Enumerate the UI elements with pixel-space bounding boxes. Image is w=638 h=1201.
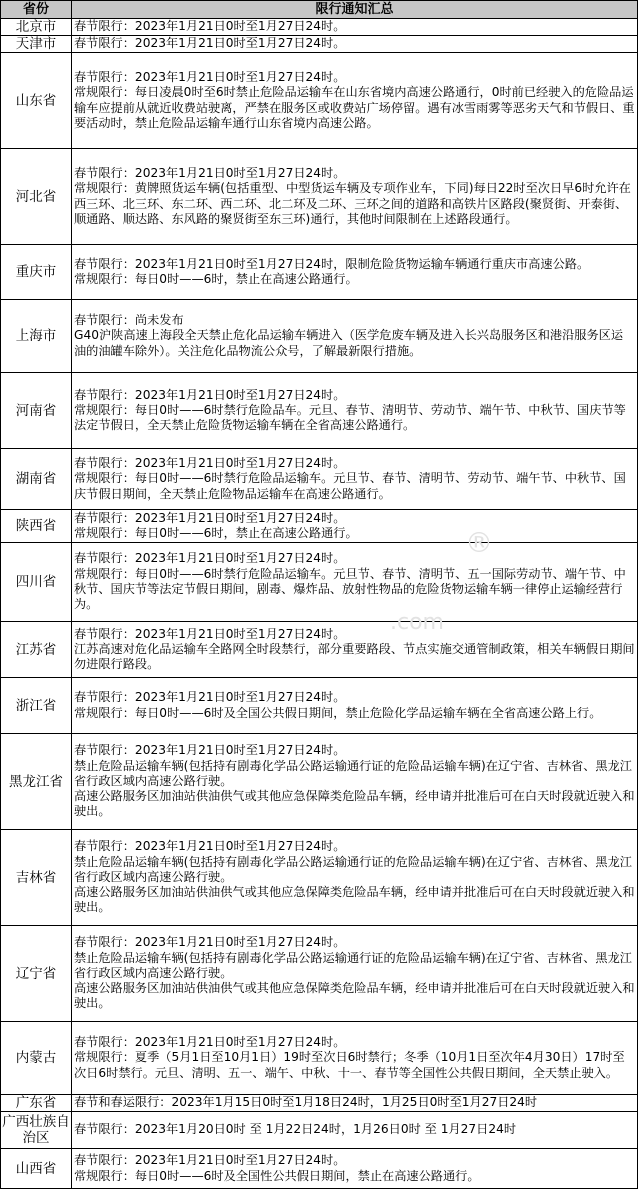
notice-cell: [72, 734, 638, 830]
notice-line: 高速公路服务区加油站供油供气或其他应急保障类危险品车辆，经申请并批准后可在白天时段就近驶入和驶出。: [74, 789, 635, 819]
header-notice: 限行通知汇总: [72, 1, 638, 19]
notice-line: 常规限行：每日0时——6时，禁止在高速公路通行。: [74, 272, 358, 286]
notice-line: 春节限行：2023年1月21日0时至1月27日24时。: [74, 551, 346, 566]
table-row: [1, 1022, 638, 1095]
table-body: [1, 19, 638, 1189]
table-row: [1, 449, 638, 510]
province-cell: 河北省: [1, 149, 72, 245]
notice-line: 春节限行：2023年1月21日0时至1月27日24时。: [74, 165, 346, 180]
notice-cell: [72, 36, 638, 53]
table-row: [1, 734, 638, 830]
notice-line: 常规限行：每日0时——6时禁行危险品车。元旦、春节、清明节、劳动节、端午节、中秋节、国庆节等法定节假日，全天禁止危险货物运输车辆在全省高速公路通行。: [74, 402, 626, 433]
table-row: [1, 53, 638, 149]
notice-line: 春节限行：2023年1月21日0时至1月27日24时。: [74, 19, 346, 34]
notice-line: 春节限行：2023年1月21日0时至1月27日24时。: [74, 456, 346, 471]
notice-cell: [72, 926, 638, 1022]
table-row: [1, 19, 638, 36]
province-cell: 辽宁省: [1, 926, 72, 1022]
header-row: [1, 1, 638, 19]
notice-cell: [72, 1022, 638, 1095]
notice-line: 禁止危险品运输车辆(包括持有剧毒化学品公路运输通行证的危险品运输车辆)在辽宁省、吉林省、黑龙江省行政区域内高速公路行驶。: [74, 758, 632, 788]
notice-cell: [72, 1095, 638, 1112]
notice-line: 春节限行：2023年1月21日0时至1月27日24时。: [74, 1035, 346, 1050]
table-row: [1, 622, 638, 678]
notice-line: 常规限行：每日0时——6时禁行危险品运输车。元旦节、春节、清明节、五一国际劳动节、端午节、中秋节、国庆节等法定节假日期间，剧毒、爆炸品、放射性物品的危险货物运输车辆一律停止运输经营行为。: [74, 566, 626, 612]
table-row: [1, 926, 638, 1022]
notice-line: 春节限行：2023年1月21日0时至1月27日24时，限制危险货物运输车辆通行重庆市高速公路。: [74, 256, 590, 271]
notice-line: 禁止危险品运输车辆(包括持有剧毒化学品公路运输通行证的危险品运输车辆)在辽宁省、吉林省、黑龙江省行政区域内高速公路行驶。: [74, 950, 632, 980]
notice-line: 春节和春运限行：2023年1月15日0时至1月18日24时，1月25日0时至1月27日24时: [74, 1095, 538, 1110]
notice-line: 禁止危险品运输车辆(包括持有剧毒化学品公路运输通行证的危险品运输车辆)在辽宁省、吉林省、黑龙江省行政区域内高速公路行驶。: [74, 854, 632, 884]
province-cell: 吉林省: [1, 830, 72, 926]
province-cell: 四川省: [1, 543, 72, 622]
table-row: [1, 678, 638, 734]
notice-cell: [72, 149, 638, 245]
table-row: [1, 543, 638, 622]
notice-cell: [72, 19, 638, 36]
table-row: [1, 1095, 638, 1112]
province-cell: 内蒙古: [1, 1022, 72, 1095]
notice-line: 常规限行：黄牌照货运车辆(包括重型、中型货运车辆及专项作业车，下同)每日22时至次日早6时允许在西三环、北三环、东二环、西二环、北二环及二环、三环之间的道路和高铁片区路段(聚贤街、开泰街、顺通路、顺达路、东风路的聚贤街至东三环)通行，其他时间限制在上述路段通行。: [74, 181, 631, 226]
province-cell: 江苏省: [1, 622, 72, 678]
notice-line: G40沪陕高速上海段全天禁止危化品运输车辆进入（医学危废车辆及进入长兴岛服务区和港沿服务区运油的油罐车除外）。关注危化品物流公众号，了解最新限行措施。: [74, 328, 624, 358]
province-cell: 天津市: [1, 36, 72, 53]
notice-line: 常规限行：每日0时——6时及全国公共假日期间，禁止危险化学品运输车辆在全省高速公路上行。: [74, 705, 602, 720]
notice-cell: [72, 1149, 638, 1189]
notice-cell: [72, 1112, 638, 1149]
province-cell: 山西省: [1, 1149, 72, 1189]
notice-line: 春节限行：2023年1月21日0时至1月27日24时。: [74, 839, 346, 854]
notice-line: 春节限行：2023年1月21日0时至1月27日24时。: [74, 743, 346, 758]
province-cell: 黑龙江省: [1, 734, 72, 830]
table-row: [1, 1112, 638, 1149]
notice-cell: [72, 53, 638, 149]
notice-line: 春节限行：尚未发布: [74, 313, 184, 328]
notice-line: 春节限行：2023年1月21日0时至1月27日24时。: [74, 69, 346, 84]
notice-line: 春节限行：2023年1月20日0时 至 1月22日24时，1月26日0时 至 1月27日24时: [74, 1122, 517, 1137]
notice-cell: [72, 543, 638, 622]
table-row: [1, 1149, 638, 1189]
province-cell: 广西壮族自治区: [1, 1112, 72, 1149]
table-row: [1, 830, 638, 926]
notice-cell: [72, 510, 638, 543]
notice-cell: [72, 245, 638, 300]
notice-line: 常规限行：每日凌晨0时至6时禁止危险品运输车在山东省境内高速公路通行，0时前已经驶入的危险品运输车应提前从就近收费站驶离，严禁在服务区或收费站广场停留。遇有冰雪雨雾等恶劣天气和节假日、重要活动时，禁止危险品运输车通行山东省境内高速公路。: [74, 85, 635, 130]
province-cell: 重庆市: [1, 245, 72, 300]
table-row: [1, 245, 638, 300]
notice-cell: [72, 622, 638, 678]
notice-line: 常规限行：每日0时——6时禁行危险品运输车。元旦节、春节、清明节、劳动节、端午节、中秋节、国庆节假日期间，全天禁止危险物品运输车在高速公路通行。: [74, 471, 626, 501]
notice-cell: [72, 373, 638, 449]
province-cell: 湖南省: [1, 449, 72, 510]
watermark-symbol: ®: [465, 526, 493, 559]
table-row: [1, 36, 638, 53]
province-cell: 陕西省: [1, 510, 72, 543]
table-row: [1, 373, 638, 449]
province-cell: 北京市: [1, 19, 72, 36]
watermark-site: .com: [390, 610, 444, 635]
table-row: [1, 149, 638, 245]
notice-line: 常规限行：夏季（5月1日至10月1日）19时至次日6时禁行；冬季（10月1日至次年4月30日）17时至次日6时禁行。元旦、清明、五一、端午、中秋、十一、春节等全国性公共假日期间，全天禁止驶入。: [74, 1050, 625, 1080]
province-cell: 广东省: [1, 1095, 72, 1112]
notice-line: 高速公路服务区加油站供油供气或其他应急保障类危险品车辆，经申请并批准后可在白天时段就近驶入和驶出。: [74, 885, 635, 915]
notice-line: 春节限行：2023年1月21日0时至1月27日24时。: [74, 1153, 346, 1168]
province-cell: 上海市: [1, 300, 72, 373]
table-row: [1, 510, 638, 543]
notice-line: 春节限行：2023年1月21日0时至1月27日24时。: [74, 690, 346, 705]
notice-line: 春节限行：2023年1月21日0时至1月27日24时。: [74, 510, 346, 525]
notice-line: 春节限行：2023年1月21日0时至1月27日24时。: [74, 626, 346, 641]
notice-cell: [72, 449, 638, 510]
notice-cell: [72, 678, 638, 734]
province-cell: 山东省: [1, 53, 72, 149]
notice-line: 春节限行：2023年1月21日0时至1月27日24时。: [74, 387, 346, 402]
notice-line: 常规限行：每日0时——6时及全国性公共假日期间，禁止在高速公路通行。: [74, 1168, 480, 1183]
notice-line: 高速公路服务区加油站供油供气或其他应急保障类危险品车辆，经申请并批准后可在白天时段就近驶入和驶出。: [74, 981, 635, 1011]
table-row: [1, 300, 638, 373]
notice-cell: [72, 300, 638, 373]
province-cell: 河南省: [1, 373, 72, 449]
notice-line: 春节限行：2023年1月21日0时至1月27日24时。: [74, 36, 346, 51]
notice-cell: [72, 830, 638, 926]
notice-line: 常规限行：每日0时——6时，禁止在高速公路通行。: [74, 526, 358, 540]
notice-line: 江苏高速对危化品运输车全路网全时段禁行，部分重要路段、节点实施交通管制政策，相关车辆假日期间勿进限行路段。: [74, 641, 635, 672]
notice-line: 春节限行：2023年1月21日0时至1月27日24时。: [74, 935, 346, 950]
province-cell: 浙江省: [1, 678, 72, 734]
header-province: 省份: [1, 1, 72, 19]
